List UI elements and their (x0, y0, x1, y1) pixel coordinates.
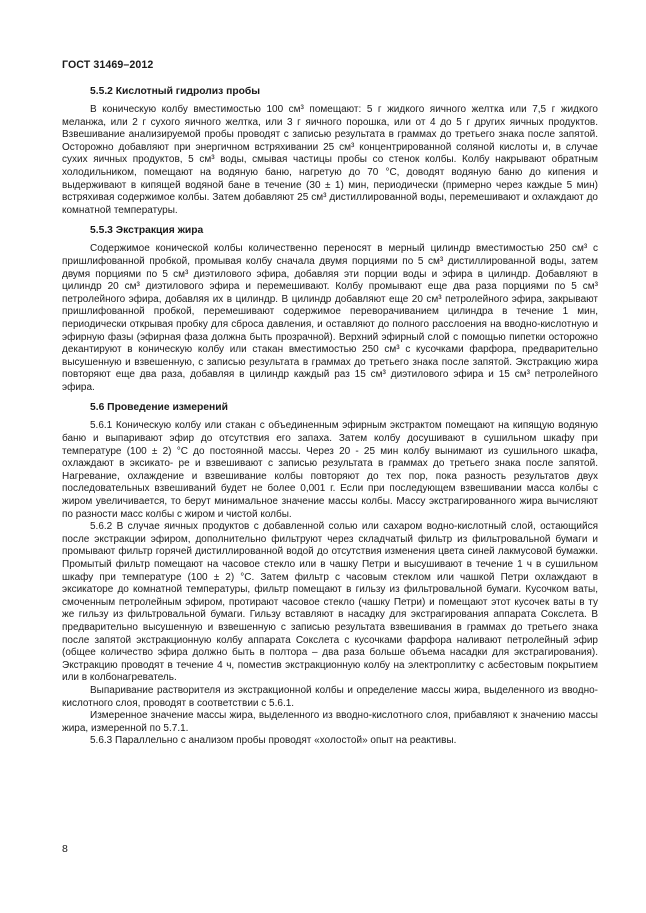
document-header: ГОСТ 31469–2012 (62, 59, 154, 71)
section-5-6-3-paragraph: 5.6.3 Параллельно с анализом пробы проводят «холостой» опыт на реактивы. (90, 735, 457, 747)
section-5-5-3-title: 5.5.3 Экстракция жира (90, 225, 204, 237)
section-5-6-1-paragraph: 5.6.1 Коническую колбу или стакан с объединенным эфирным экстрактом помещают на кипящую водяную баню и выпаривают эфир до отсутствия его запаха. Затем колбу досушивают в сушильном шкафу при температуре (100 ± 2) °С до постоянной массы. Через 20 - 25 мин колбу вынимают из сушильного шкафа, охлаждают в эксикато- ре и взвешивают с записью результата в граммах до третьего знака после запятой. Нагревание, охлаждение и взвешивание колбы повторяют до тех пор, пока разность результатов двух последовательных взвешиваний будет не более 0,001 г. Если при последующем взвешивании масса колбы с жиром увеличивается, то берут минимальное значение массы колбы. Массу экстрагированного жира вычисляют по разности масс колбы с жиром и чистой колбы. (62, 420, 598, 520)
section-5-6-2-paragraph-3: Измеренное значение массы жира, выделенного из вводно-кислотного слоя, прибавляют к значению массы жира, измеренной по 5.7.1. (62, 710, 598, 734)
section-5-5-2-paragraph: В коническую колбу вместимостью 100 см³ помещают: 5 г жидкого яичного желтка или 7,5 г жидкого меланжа, или 2 г сухого яичного желтка, или 3 г яичного порошка, или от 4 до 5 г других яичных продуктов. Взвешивание анализируемой пробы проводят с записью результата в граммах до третьего знака после запятой. Осторожно добавляют при энергичном встряхивании 25 см³ концентрированной соляной кислоты и, в случае сухих яичных продуктов, 5 см³ воды, смывая частицы пробы со стенок колбы. Колбу накрывают обратным холодильником, помещают на водяную баню, нагретую до 70 °С, доводят водяную баню до кипения и выдерживают в кипящей водяной бане в течение (30 ± 1) мин, периодически (примерно через каждые 5 мин) встряхивая содержимое колбы. Затем добавляют 25 см³ дистиллированной воды, перемешивают и охлаждают до комнатной температуры. (62, 104, 598, 216)
section-5-5-2-title: 5.5.2 Кислотный гидролиз пробы (90, 86, 261, 97)
section-5-6-title: 5.6 Проведение измерений (90, 402, 228, 414)
section-5-6-2-paragraph-2: Выпаривание растворителя из экстракционной колбы и определение массы жира, выделенного из вводно-кислотного слоя, проводят в соответствии с 5.6.1. (62, 684, 598, 709)
page-number: 8 (62, 843, 68, 855)
page-content (62, 86, 598, 748)
section-5-5-3-paragraph: Содержимое конической колбы количественно переносят в мерный цилиндр вместимостью 250 см³ с пришлифованной пробкой, промывая колбу сначала двумя порциями по 5 см³ дистиллированной воды, затем двумя порциями по 5 см³ диэтилового эфира, добавляя эти порции воды и эфира в цилиндр. Добавляют в цилиндр 20 см³ диэтилового эфира и перемешивают. Колбу промывают еще два раза порциями по 5 см³ петролейного эфира, добавляя их в цилиндр. В цилиндр добавляют еще 20 см³ петролейного эфира, закрывают пришлифованной пробкой, перемешивают содержимое переворачиванием цилиндра в течение 1 мин, периодически открывая пробку для сброса давления, и оставляют до полного расслоения на вводно-кислотную и эфирную фазы (эфирная фаза должна быть прозрачной). Верхний эфирный слой с помощью пипетки осторожно декантируют в коническую колбу или стакан вместимостью 250 см³ с кусочками фарфора, предварительно высушенную и взвешенную, с записью результата в граммах до третьего знака после запятой. Экстракцию жира повторяют еще два раза, добавляя в цилиндр каждый раз 15 см³ диэтилового эфира и 15 см³ петролейного эфира. (62, 243, 598, 393)
section-5-6-2-paragraph: 5.6.2 В случае яичных продуктов с добавленной солью или сахаром водно-кислотный слой, остающийся после экстракции эфиром, дополнительно фильтруют через складчатый фильтр из фильтровальной бумаги и промывают фильтр горячей дистиллированной водой до отсутствия изменения цвета синей лакмусовой бумажки. Промытый фильтр помещают на часовое стекло или в чашку Петри и высушивают в течение 1 ч в сушильном шкафу при температуре (100 ± 2) °С. Затем фильтр с часовым стеклом или чашкой Петри охлаждают в эксикаторе до комнатной температуры, фильтр помещают в гильзу из фильтровальной бумаги. Кусочком ваты, смоченным петролейным эфиром, протирают часовое стекло (чашку Петри) и помещают этот кусочек ваты в ту же гильзу из фильтровальной бумаги. Гильзу вставляют в насадку для экстрагирования аппарата Сокслета. В предварительно высушенную и взвешенную с записью результата взвешивания в граммах до третьего знака после запятой экстракционную колбу аппарата Сокслета с кусочками фарфора наливают петролейный эфир (общее количество эфира должно быть в полтора – два раза больше объема насадки для экстрагирования). Экстракцию проводят в течение 4 ч, поместив экстракционную колбу на электроплитку с асбестовым покрытием или в колбонагреватель. (62, 521, 598, 684)
